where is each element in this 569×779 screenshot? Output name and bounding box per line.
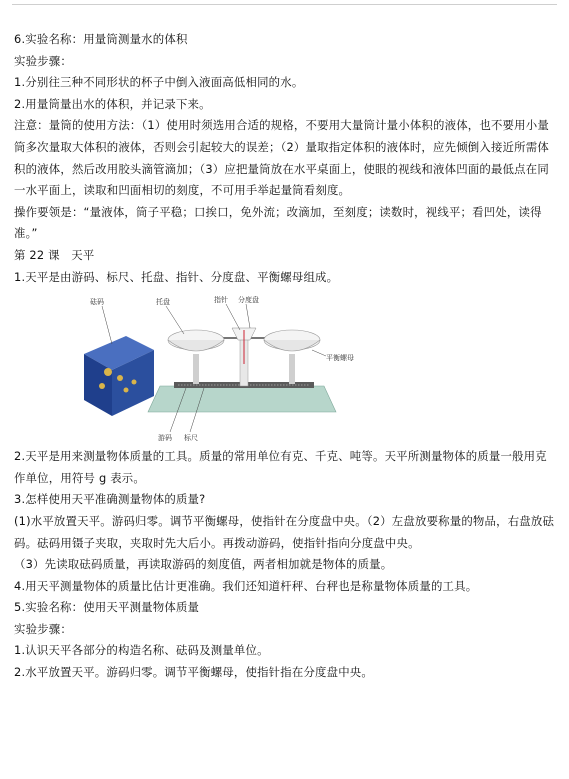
right-tray	[264, 330, 320, 384]
experiment-6-title: 6.实验名称：用量筒测量水的体积	[14, 32, 188, 46]
lesson-22-title: 第 22 课 天平	[14, 247, 95, 262]
balance-parts-text: 1.天平是由游码、标尺、托盘、指针、分度盘、平衡螺母组成。	[14, 269, 339, 284]
cylinder-usage-note: 注意：量筒的使用方法：（1）使用时须选用合适的规格，不要用大量筒计量小体积的液体，也不要用小量筒多次量取大体积的液体，否则会引起较大的误差；（2）量取指定体积的液体时，应先倾倒入接近所需体积的液体，然后改用胶头滴管滴加；（3）应把量筒放在水平桌面上，使眼的视线和液体凹面的最低点在同一水平面上，读取和凹面相切的刻度，不可用手举起量筒看刻度。	[14, 118, 549, 198]
operation-essentials: 操作要领是：“量液体，筒子平稳；口挨口，免外流；改滴加，至刻度；读数时，视线平；看凹处，读得准。”	[14, 204, 542, 241]
exp5-step-1: 1.认识天平各部分的构造名称、砝码及测量单位。	[14, 643, 269, 658]
step-2: 2.用量筒量出水的体积，并记录下来。	[14, 96, 211, 111]
balance-purpose-text: 2.天平是用来测量物体质量的工具。质量的常用单位有克、千克、吨等。天平所测量物体的质量一般用克作单位，用符号 g 表示。	[14, 449, 547, 485]
label-pointer: 指针	[214, 296, 228, 305]
accuracy-note: 4.用天平测量物体的质量比估计更准确。我们还知道杆秤、台秤也是称量物体质量的工具。	[14, 578, 478, 593]
weights-box	[84, 336, 154, 416]
label-tray: 托盘	[156, 298, 170, 307]
label-weights: 砝码	[90, 298, 104, 307]
label-nut: 平衡螺母	[326, 354, 354, 363]
label-dial: 分度盘	[238, 296, 259, 305]
step-1: 1.分别往三种不同形状的杯子中倒入液面高低相同的水。	[14, 75, 304, 90]
measure-step-3: （3）先读取砝码质量，再读取游码的刻度值，两者相加就是物体的质量。	[14, 557, 393, 572]
balance-figure	[14, 294, 556, 444]
label-scale: 标尺	[184, 434, 198, 443]
document-body	[14, 29, 556, 684]
exp5-step-2: 2.水平放置天平。游码归零。调节平衡螺母，使指针指在分度盘中央。	[14, 665, 373, 680]
steps-label: 实验步骤：	[14, 53, 72, 68]
steps-label-2: 实验步骤：	[14, 621, 72, 636]
top-rule	[12, 4, 557, 5]
measure-steps-1-2: (1)水平放置天平。游码归零。调节平衡螺母，使指针在分度盘中央。（2）左盘放要称量的物品，右盘放砝码。砝码用镊子夹取，夹取时先大后小。再拨动游码，使指针指向分度盘中央。	[14, 513, 555, 550]
experiment-5-title: 5.实验名称：使用天平测量物体质量	[14, 600, 200, 615]
balance-base	[148, 382, 336, 412]
label-rider: 游码	[158, 434, 172, 443]
balance-illustration	[74, 294, 354, 444]
left-tray	[168, 330, 224, 384]
how-to-measure-question: 3.怎样使用天平准确测量物体的质量?	[14, 492, 206, 507]
